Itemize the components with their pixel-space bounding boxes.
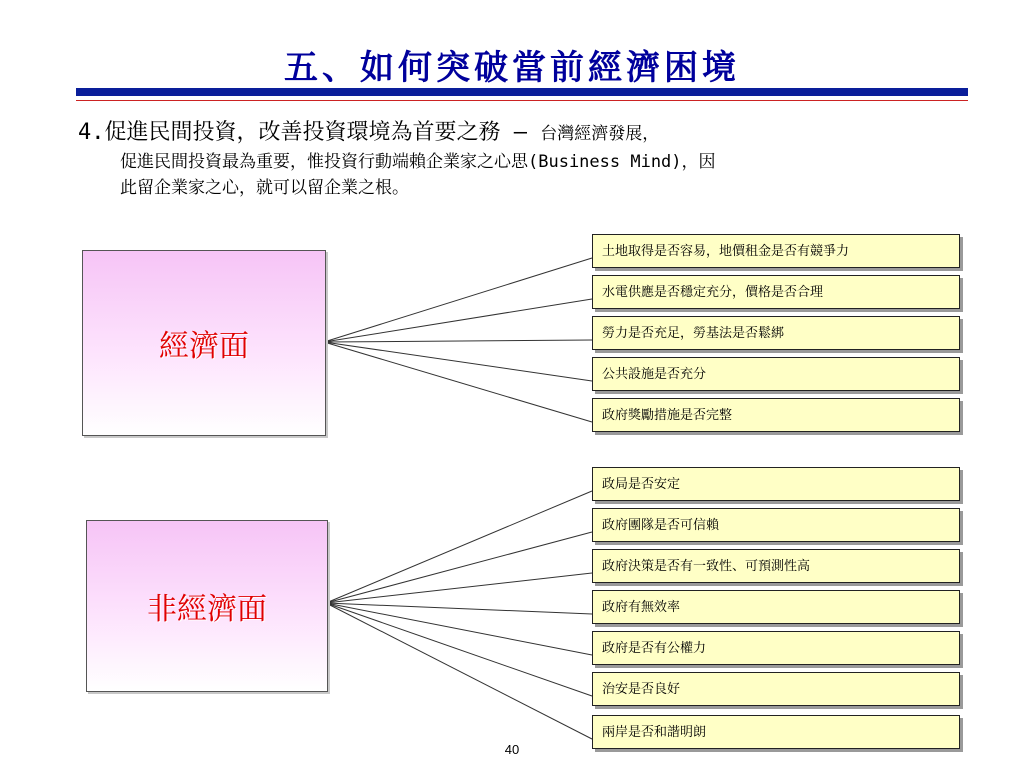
non-economic-item: 政府有無效率 (592, 590, 960, 624)
non-economic-category-label: 非經濟面 (147, 592, 267, 627)
non-economic-connector-line (326, 532, 592, 603)
non-economic-connector-line (326, 573, 592, 603)
page-number: 40 (504, 742, 520, 757)
economic-connector-line (324, 342, 592, 422)
non-economic-connector-line (326, 603, 592, 655)
economic-connector-line (324, 258, 592, 342)
economic-item: 水電供應是否穩定充分，價格是否合理 (592, 275, 960, 309)
non-economic-connector-line (326, 603, 592, 696)
non-economic-item: 治安是否良好 (592, 672, 960, 706)
economic-item: 勞力是否充足，勞基法是否鬆綁 (592, 316, 960, 350)
economic-category-label: 經濟面 (159, 329, 249, 364)
economic-item: 土地取得是否容易，地價租金是否有競爭力 (592, 234, 960, 268)
heading-tail: 台灣經濟發展， (540, 124, 660, 144)
economic-connector-line (324, 342, 592, 381)
non-economic-item: 政府是否有公權力 (592, 631, 960, 665)
non-economic-item: 政府團隊是否可信賴 (592, 508, 960, 542)
economic-connector-line (324, 299, 592, 342)
body-line-2: 促進民間投資最為重要，惟投資行動端賴企業家之心思(Business Mind)，因 (120, 152, 716, 172)
economic-item: 政府獎勵措施是否完整 (592, 398, 960, 432)
economic-item: 公共設施是否充分 (592, 357, 960, 391)
body-line-3: 此留企業家之心，就可以留企業之根。 (120, 178, 409, 198)
non-economic-connector-line (326, 603, 592, 614)
heading-main: 4.促進民間投資，改善投資環境為首要之務 — (78, 120, 541, 145)
economic-category-box (82, 250, 326, 436)
slide-title: 五、如何突破當前經濟困境 (284, 48, 740, 88)
non-economic-item: 政府決策是否有一致性、可預測性高 (592, 549, 960, 583)
non-economic-connector-line (326, 491, 592, 603)
non-economic-item: 兩岸是否和諧明朗 (592, 715, 960, 749)
non-economic-category-box (86, 520, 328, 692)
non-economic-item: 政局是否安定 (592, 467, 960, 501)
economic-connector-line (324, 340, 592, 342)
non-economic-connector-line (326, 603, 592, 739)
